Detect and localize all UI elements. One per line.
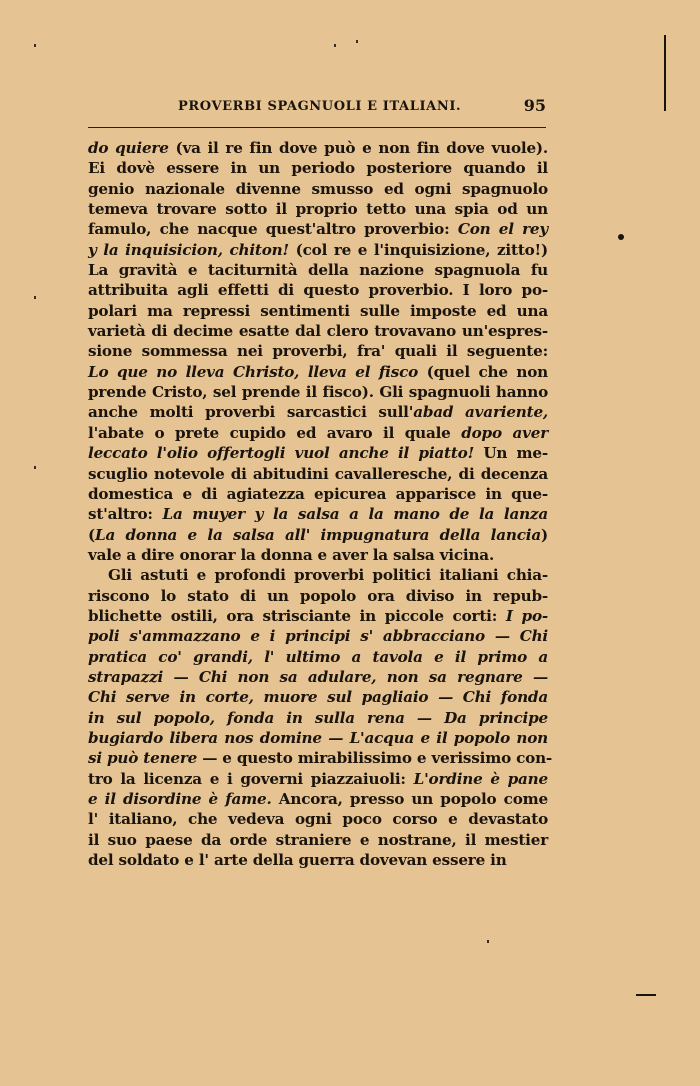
text-line bbox=[88, 280, 548, 300]
text-run: attribuita agli effetti di questo proverbio. I loro po- bbox=[88, 281, 548, 300]
italic-phrase: leccato l'olio offertogli vuol anche il piatto! bbox=[88, 444, 475, 463]
page-number: 95 bbox=[523, 96, 546, 115]
text-line bbox=[88, 179, 548, 199]
speck-mark bbox=[34, 296, 36, 299]
text-run: Ancora, presso un popolo come bbox=[271, 790, 548, 808]
text-run: prende Cristo, sel prende il fisco). Gli spagnuoli hanno bbox=[88, 383, 548, 402]
italic-phrase: Con el rey bbox=[457, 220, 548, 239]
italic-phrase: L'ordine è pane bbox=[413, 769, 548, 788]
italic-phrase: in sul popolo, fonda in sulla rena — Da principe bbox=[88, 708, 548, 727]
margin-dot-mark bbox=[618, 234, 624, 240]
text-run: temeva trovare sotto il proprio tetto una spia od un bbox=[88, 200, 548, 219]
text-run: (quel che non bbox=[418, 362, 548, 381]
page-header bbox=[88, 96, 548, 119]
text-run: il suo paese da orde straniere e nostrane, il mestier bbox=[88, 830, 548, 849]
text-run: Gli astuti e profondi proverbi politici italiani chia- bbox=[108, 566, 548, 585]
text-line bbox=[88, 382, 548, 402]
text-run: l' italiano, che vedeva ogni poco corso e devastato bbox=[88, 810, 548, 829]
italic-phrase: La donna e la salsa all' impugnatura della lancia bbox=[95, 525, 541, 544]
text-line bbox=[88, 443, 548, 463]
text-line bbox=[88, 728, 548, 748]
text-run: ( bbox=[88, 525, 95, 544]
text-line bbox=[88, 504, 548, 524]
speck-mark bbox=[487, 940, 489, 943]
italic-phrase: abad avariente, bbox=[413, 403, 548, 422]
text-run: vale a dire onorar la donna e aver la salsa vicina. bbox=[88, 545, 495, 564]
italic-phrase: La muyer y la salsa a la mano de la lanza bbox=[162, 505, 548, 524]
text-line bbox=[88, 626, 548, 646]
text-run: scuglio notevole di abitudini cavalleresche, di decenza bbox=[88, 464, 548, 483]
text-run: polari ma repressi sentimenti sulle imposte ed una bbox=[88, 301, 548, 320]
text-line bbox=[88, 138, 548, 158]
text-line bbox=[88, 748, 553, 768]
italic-phrase: y la inquisicion, chiton! bbox=[88, 240, 289, 259]
header-rule bbox=[88, 127, 546, 128]
text-line bbox=[88, 423, 548, 443]
speck-mark bbox=[34, 466, 36, 469]
text-run: domestica e di agiatezza epicurea apparisce in que- bbox=[88, 484, 548, 503]
text-line bbox=[88, 321, 548, 341]
text-run: famulo, che nacque quest'altro proverbio: bbox=[88, 220, 458, 239]
italic-phrase: I po- bbox=[505, 606, 548, 625]
text-line bbox=[88, 850, 548, 870]
text-line bbox=[88, 830, 548, 850]
text-line bbox=[88, 158, 548, 178]
italic-phrase: strapazzi — Chi non sa adulare, non sa regnare — bbox=[88, 667, 548, 686]
italic-phrase: dopo aver bbox=[461, 423, 548, 442]
text-run: tro la licenza e i governi piazzaiuoli: bbox=[88, 769, 414, 788]
text-run: sione sommessa nei proverbi, fra' quali il seguente: bbox=[88, 342, 548, 361]
text-line bbox=[88, 586, 548, 606]
text-run: — e questo mirabilissimo e verissimo con- bbox=[197, 749, 553, 768]
text-run: varietà di decime esatte dal clero trovavano un'espres- bbox=[88, 322, 548, 341]
italic-phrase: bugiardo libera nos domine — L'acqua e il popolo non bbox=[88, 728, 548, 747]
text-run: st'altro: bbox=[88, 505, 163, 524]
text-run: Un me- bbox=[474, 444, 548, 463]
text-run: del soldato e l' arte della guerra dovevan essere in bbox=[88, 851, 507, 870]
speck-mark bbox=[334, 44, 336, 47]
text-line bbox=[88, 464, 548, 484]
running-title: PROVERBI SPAGNUOLI E ITALIANI. bbox=[178, 99, 462, 114]
text-line bbox=[88, 301, 548, 321]
italic-phrase: e il disordine è fame. bbox=[88, 790, 272, 808]
text-line bbox=[88, 708, 548, 728]
text-run: La gravità e taciturnità della nazione spagnuola fu bbox=[88, 261, 548, 280]
italic-phrase: Chi serve in corte, muore sul pagliaio — Chi fonda bbox=[88, 688, 548, 707]
text-line bbox=[88, 606, 548, 626]
text-line bbox=[88, 667, 548, 687]
margin-bar-mark bbox=[664, 35, 666, 111]
text-line bbox=[88, 199, 548, 219]
italic-phrase: pratica co' grandi, l' ultimo a tavola e il primo a bbox=[88, 647, 548, 666]
text-run: ) bbox=[541, 525, 548, 544]
text-line bbox=[88, 565, 548, 585]
italic-phrase: do quiere bbox=[88, 139, 169, 157]
speck-mark bbox=[356, 40, 358, 43]
body-text bbox=[88, 138, 553, 870]
text-run: riscono lo stato di un popolo ora diviso in repub- bbox=[88, 586, 548, 605]
text-line bbox=[88, 545, 548, 565]
text-line bbox=[88, 687, 548, 707]
text-line bbox=[88, 362, 548, 382]
text-run: genio nazionale divenne smusso ed ogni spagnuolo bbox=[88, 179, 548, 198]
italic-phrase: si può tenere bbox=[88, 749, 198, 768]
italic-phrase: Lo que no lleva Christo, lleva el fisco bbox=[88, 362, 419, 381]
text-line bbox=[88, 260, 548, 280]
text-line bbox=[88, 647, 548, 667]
text-line bbox=[88, 341, 548, 361]
text-line bbox=[88, 769, 548, 789]
text-line bbox=[88, 484, 548, 504]
text-run: anche molti proverbi sarcastici sull' bbox=[88, 403, 414, 422]
text-line bbox=[88, 809, 548, 829]
text-run: l'abate o prete cupido ed avaro il quale bbox=[88, 423, 462, 442]
text-line bbox=[88, 525, 548, 545]
text-line bbox=[88, 789, 548, 809]
text-line bbox=[88, 240, 548, 260]
text-run: blichette ostili, ora strisciante in piccole corti: bbox=[88, 606, 506, 625]
speck-mark bbox=[34, 44, 36, 47]
text-run: (va il re fin dove può e non fin dove vuole). bbox=[168, 139, 548, 157]
text-line bbox=[88, 219, 548, 239]
italic-phrase: poli s'ammazzano e i principi s' abbracciano — Chi bbox=[88, 627, 548, 646]
margin-dash-mark bbox=[636, 994, 656, 996]
text-run: (col re e l'inquisizione, zitto!) bbox=[288, 240, 549, 259]
text-run: Ei dovè essere in un periodo posteriore quando il bbox=[88, 159, 548, 178]
text-line bbox=[88, 402, 548, 422]
